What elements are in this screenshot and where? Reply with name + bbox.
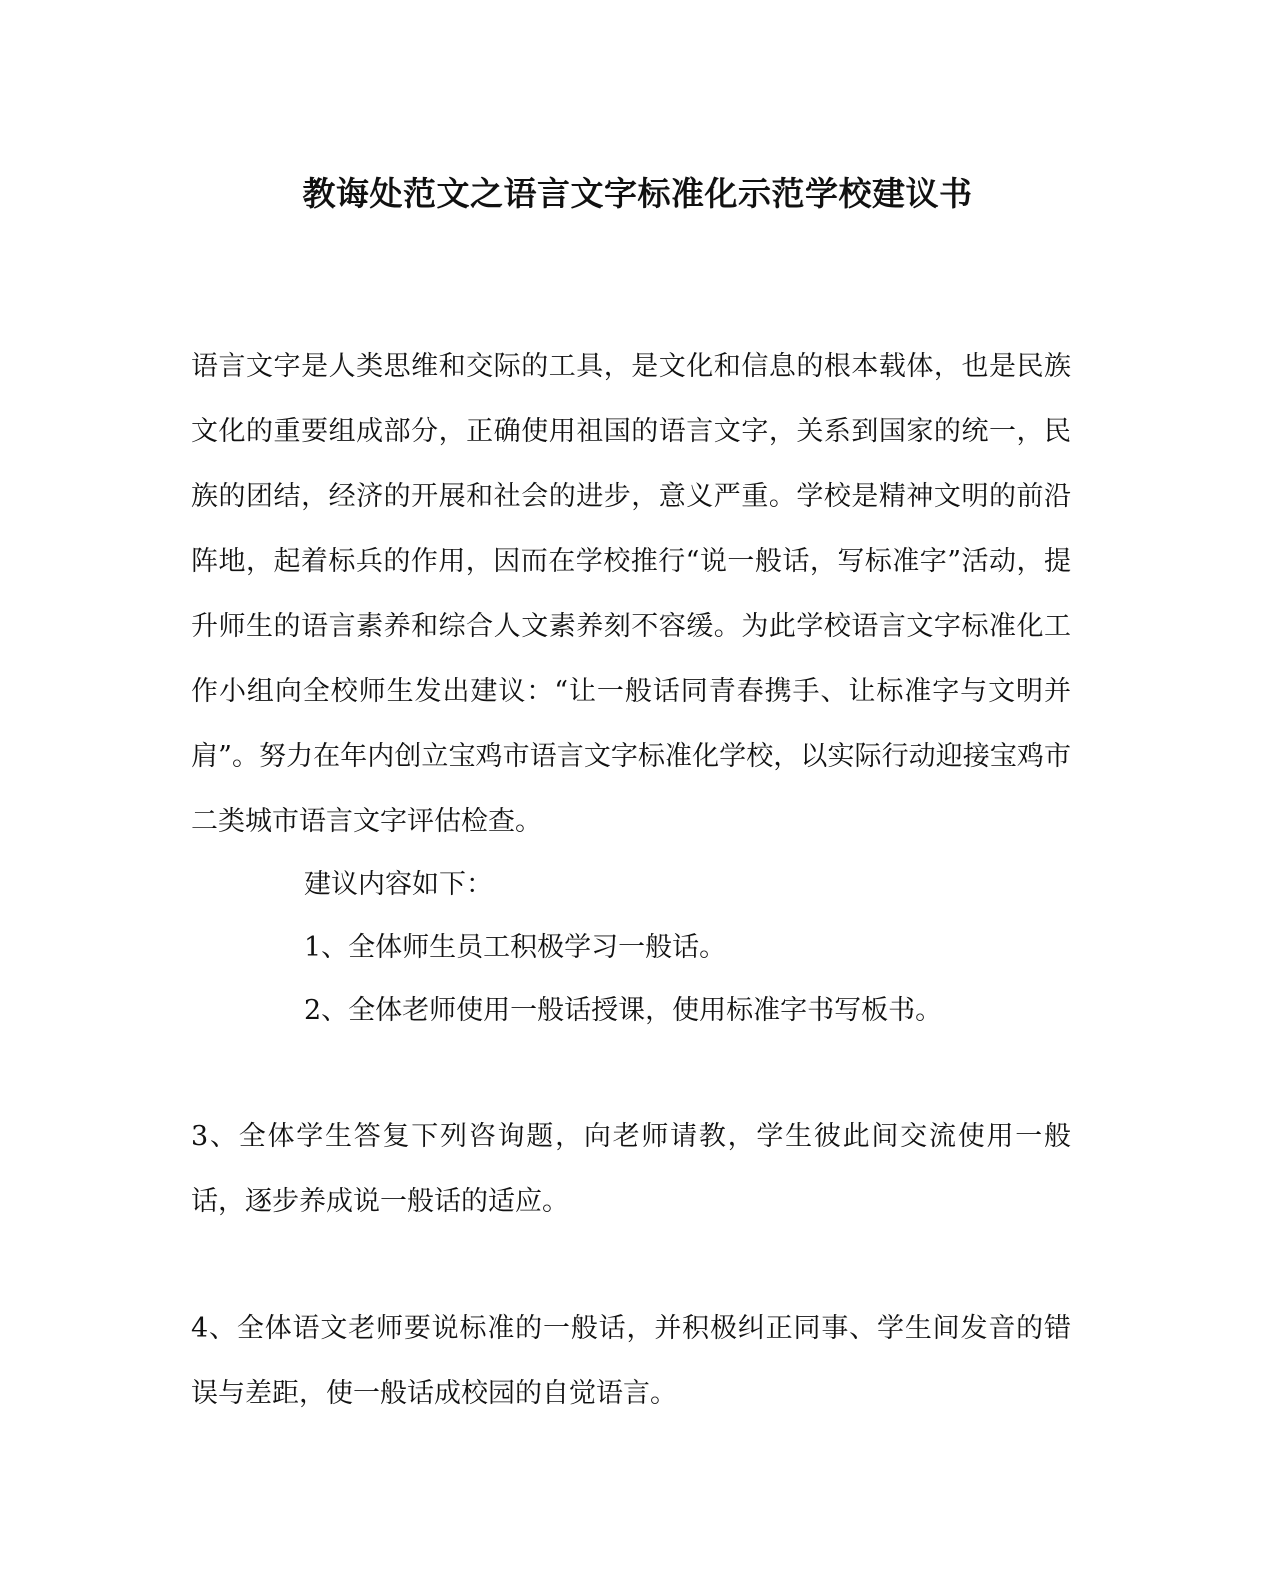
proposal-item-2: 2、全体老师使用一般话授课，使用标准字书写板书。 [304,995,943,1026]
proposal-item-1: 1、全体师生员工积极学习一般话。 [304,932,727,963]
proposal-heading: 建议内容如下： [304,869,493,900]
intro-paragraph: 语言文字是人类思维和交际的工具，是文化和信息的根本载体，也是民族文化的重要组成部分，正确使用祖国的语言文字，关系到国家的统一，民族的团结，经济的开展和社会的进步，意义严重。学校是精神文明的前沿阵地，起着标兵的作用，因而在学校推行“说一般话，写标准字”活动，提升师生的语言素养和综合人文素养刻不容缓。为此学校语言文字标准化工作小组向全校师生发出建议：“让一般话同青春携手、让标准字与文明并肩”。努力在年内创立宝鸡市语言文字标准化学校，以实际行动迎接宝鸡市二类城市语言文字评估检查。 [191,351,1071,837]
proposal-item-3: 3、全体学生答复下列咨询题，向老师请教，学生彼此间交流使用一般话，逐步养成说一般话的适应。 [191,1121,1071,1217]
document-title: 教诲处范文之语言文字标准化示范学校建议书 [302,174,973,213]
proposal-item-4: 4、全体语文老师要说标准的一般话，并积极纠正同事、学生间发音的错误与差距，使一般话成校园的自觉语言。 [191,1313,1071,1409]
